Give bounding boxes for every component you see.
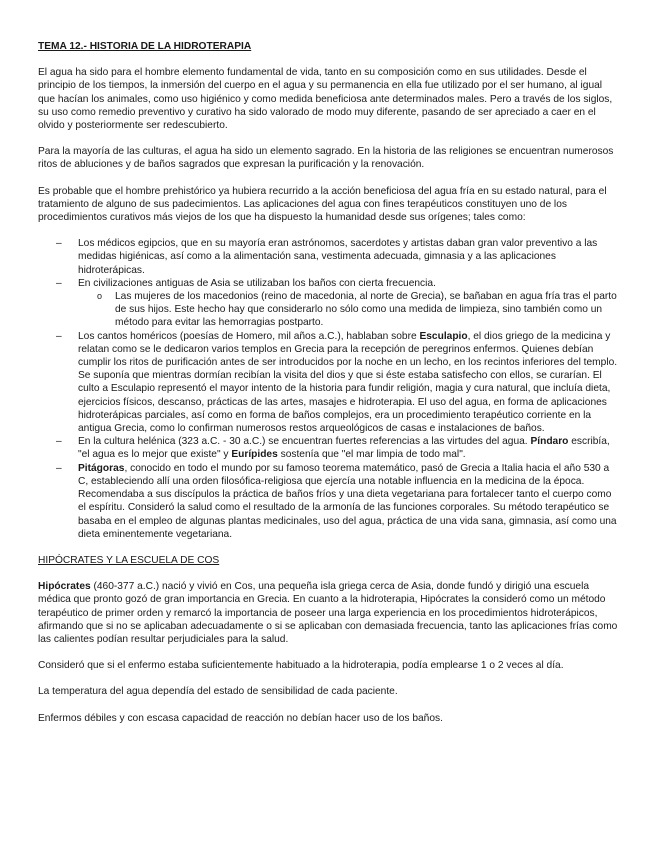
hippocrates-paragraph-3: La temperatura del agua dependía del estado de sensibilidad de cada paciente. <box>38 686 398 698</box>
bullet-text-hellenic: En la cultura helénica (323 a.C. - 30 a.C.) se encuentran fuertes referencias a las virtudes del agua. <box>78 436 531 448</box>
section-heading: HIPÓCRATES Y LA ESCUELA DE COS <box>38 554 220 566</box>
bullet-text-egypt: Los médicos egipcios, que en su mayoría eran astrónomos, sacerdotes y artistas daban gran valor preventivo a las medidas higiénicas, así como a la alimentación sana, vestimenta adecuada, gimnasia y a las aplicaciones hidroterápicas. <box>78 238 598 276</box>
document-body <box>38 40 618 738</box>
hippocrates-paragraph-2: Consideró que si el enfermo estaba suficientemente habituado a la hidroterapia, podía emplearse 1 o 2 veces al día. <box>38 660 564 672</box>
list-item <box>38 435 618 461</box>
bullet-text-asia: En civilizaciones antiguas de Asia se utilizaban los baños con cierta frecuencia. <box>78 277 436 289</box>
list-item <box>38 330 618 436</box>
bullet-text-macedonia: Las mujeres de los macedonios (reino de macedonia, al norte de Grecia), se bañaban en agua fría tras el parto de sus hijos. Este hecho hay que considerarlo no sólo como una medida de limpieza, sino también como un método para evitar las hemorragias postparto. <box>115 291 617 329</box>
list-item <box>38 237 618 277</box>
list-item <box>78 290 618 330</box>
dash-bullet: – <box>56 238 62 250</box>
hippocrates-paragraph-4: Enfermos débiles y con escasa capacidad de reacción no debían hacer uso de los baños. <box>38 712 443 724</box>
list-item <box>38 277 618 330</box>
circle-bullet: o <box>97 291 103 302</box>
bullet-text-pitagoras: , conocido en todo el mundo por su famoso teorema matemático, pasó de Grecia a Italia hacia el año 530 a C, estableciendo allí una orden filosófica-religiosa que ejercía una notable influencia en la medicina de la época. Recomendaba a sus discípulos la práctica de baños fríos y una dieta vegetariana para fortalecer tanto el cuerpo como el espíritu. Consideró la salud como el resultado de la armonía de las funciones corporales. Su método terapéutico se basaba en el empleo de algunas plantas medicinales, uso del agua, práctica de una vida sana, gimnasia, así como una dieta eminentemente vegetariana. <box>78 462 617 540</box>
dash-bullet: – <box>56 436 62 448</box>
sub-bullet-list <box>78 290 618 330</box>
dash-bullet: – <box>56 462 62 474</box>
history-bullet-list <box>38 237 618 541</box>
dash-bullet: – <box>56 330 62 342</box>
bold-name-pindaro: Píndaro <box>530 436 569 448</box>
hippocrates-text: (460-377 a.C.) nació y vivió en Cos, una pequeña isla griega cerca de Asia, donde fundó y dirigió una escuela médica que pronto gozó de gran importancia en Grecia. En cuanto a la hidroterapia, Hipócrates la consideró como un método terapéutico de primer orden y remarcó la importancia de poseer una larga experiencia en los procedimientos hidroterápicos, afirmando que si no se aplicaban adecuadamente o si se aplicaban con demasiada frecuencia, tanto las aplicaciones frías como las calientes podían resultar perjudiciales para la salud. <box>38 581 618 645</box>
intro-paragraph-1: El agua ha sido para el hombre elemento fundamental de vida, tanto en su composición como en sus utilidades. Desde el principio de los tiempos, la inmersión del cuerpo en el agua y su permanencia en ella fue utilizado por el ser humano, al igual que hacían los animales, como uso higiénico y como medida beneficiosa ante determinados males. Pero a través de los siglos, su uso como remedio preventivo y curativo ha sido valorado de modo muy diferente, pasando de ser apreciado a caer en el olvido y posteriormente ser redescubierto. <box>38 67 613 132</box>
bullet-text-hellenic-cont: escribía, "el agua es lo mejor que existe" y <box>78 436 610 461</box>
bullet-text-hellenic-end: sostenía que "el mar limpia de todo mal". <box>277 449 466 461</box>
bullet-text-homer: Los cantos homéricos (poesías de Homero, mil años a.C.), hablaban sobre <box>78 330 420 342</box>
bold-name-esculapio: Esculapio <box>419 330 468 342</box>
intro-paragraph-2: Para la mayoría de las culturas, el agua ha sido un elemento sagrado. En la historia de las religiones se encuentran numerosos ritos de abluciones y de baños sagrados que expresan la purificación y la renovación. <box>38 146 614 171</box>
dash-bullet: – <box>56 277 62 289</box>
bold-name-hipocrates: Hipócrates <box>38 581 91 593</box>
document-title: TEMA 12.- HISTORIA DE LA HIDROTERAPIA <box>38 41 252 52</box>
intro-paragraph-3: Es probable que el hombre prehistórico ya hubiera recurrido a la acción beneficiosa del agua fría en su estado natural, para el tratamiento de alguno de sus padecimientos. Las aplicaciones del agua con fines terapéuticos constituyen uno de los procedimientos curativos más viejos de los que ha dispuesto la humanidad desde sus orígenes; tales como: <box>38 185 607 224</box>
bold-name-euripides: Eurípides <box>231 449 278 461</box>
hippocrates-paragraph-1 <box>38 580 618 646</box>
bold-name-pitagoras: Pitágoras <box>78 462 125 474</box>
list-item <box>38 462 618 541</box>
bullet-text-homer-cont: , el dios griego de la medicina y relatan como se le dedicaron varios templos en Grecia para la recepción de peregrinos enfermos. Quienes debían cumplir los ritos de purificación antes de ser introducidos por la noche en un lecho, en los recintos inferiores del templo. Se suponía que mientras dormían recibían la visita del dios y que si éste estaba satisfecho con ellos, se curarían. El culto a Esculapio representó el mayor intento de la historia para fundir religión, magia y cura natural, que incluía dieta, ejercicios físicos, descanso, prácticas de las artes, masajes e hidroterapia. El uso del agua, en forma de aplicaciones hidroterápicas parciales, así como en forma de baños complejos, era un procedimiento terapéutico corriente en la antigua Grecia, como lo confirman numerosos restos arqueológicos de casas e instalaciones de baños. <box>78 330 618 435</box>
